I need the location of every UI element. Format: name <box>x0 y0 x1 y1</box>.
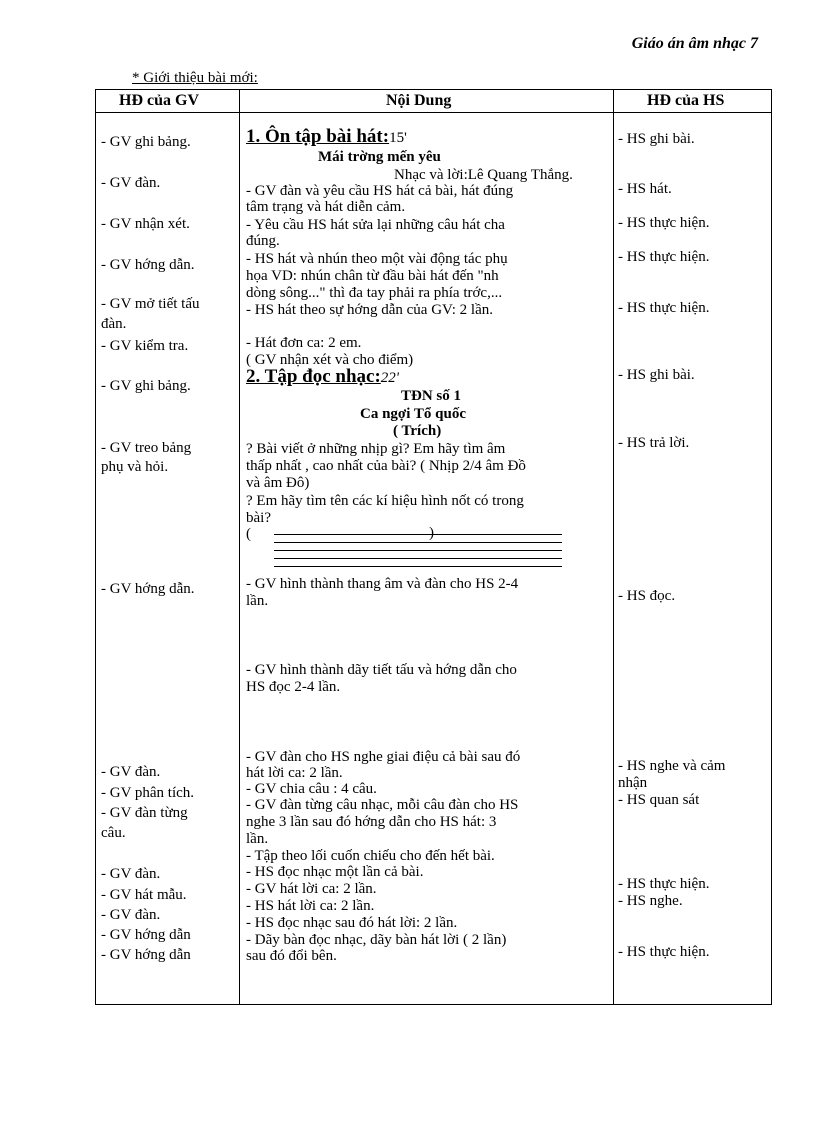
section-2-heading <box>246 366 400 387</box>
lesson-table <box>95 89 772 1005</box>
staff-line <box>274 566 562 567</box>
content-line: - GV đàn từng câu nhạc, mỗi câu đàn cho HS <box>246 797 519 813</box>
gv-activity: - GV đàn. <box>101 866 161 882</box>
content-line: - Hát đơn ca: 2 em. <box>246 335 362 351</box>
content-line: - GV hình thành thang âm và đàn cho HS 2-4 <box>246 576 519 592</box>
hs-activity: - HS nghe và cảm <box>618 758 726 774</box>
gv-activity: đàn. <box>101 316 127 332</box>
content-line: - HS hát theo sự hớng dẫn của GV: 2 lần. <box>246 302 493 318</box>
column-divider <box>613 90 614 1004</box>
content-line: nghe 3 lần sau đó hớng dẫn cho HS hát: 3 <box>246 814 497 830</box>
content-line: họa VD: nhún chân từ đầu bài hát đến "nh <box>246 268 499 284</box>
content-line: - GV đàn và yêu cầu HS hát cả bài, hát đúng <box>246 183 514 199</box>
hs-activity: nhận <box>618 775 648 791</box>
content-line: - Tập theo lối cuốn chiếu cho đến hết bài. <box>246 848 495 864</box>
hs-activity: - HS ghi bài. <box>618 367 695 383</box>
reading-number: TĐN số 1 <box>401 388 462 404</box>
hs-activity: - HS thực hiện. <box>618 876 710 892</box>
content-line: - GV hát lời ca: 2 lần. <box>246 881 377 897</box>
section-1-heading <box>246 126 407 147</box>
content-line: HS đọc 2-4 lần. <box>246 679 341 695</box>
content-line: - GV đàn cho HS nghe giai điệu cả bài sau đó <box>246 749 521 765</box>
content-line: ) <box>429 525 434 541</box>
hs-activity: - HS quan sát <box>618 792 700 808</box>
content-line: - Yêu cầu HS hát sửa lại những câu hát cha <box>246 217 505 233</box>
section-1-time: 15' <box>389 130 407 146</box>
content-line: dòng sông..." thì đa tay phải ra phía trớc,... <box>246 285 503 301</box>
gv-activity: - GV phân tích. <box>101 785 195 801</box>
content-line: - GV hình thành dãy tiết tấu và hớng dẫn cho <box>246 662 517 678</box>
song-title: Mái trờng mến yêu <box>318 149 441 165</box>
hs-activity: - HS thực hiện. <box>618 300 710 316</box>
gv-activity: - GV hớng dẫn <box>101 927 191 943</box>
gv-activity: - GV đàn. <box>101 175 161 191</box>
section-2-title: 2. Tập đọc nhạc: <box>246 366 381 387</box>
content-line: đúng. <box>246 233 280 249</box>
section-1-title: 1. Ôn tập bài hát: <box>246 126 390 147</box>
gv-activity: - GV mở tiết tấu <box>101 296 200 312</box>
column-header-hs: HĐ của HS <box>647 92 725 109</box>
hs-activity: - HS thực hiện. <box>618 249 710 265</box>
intro-heading: * Giới thiệu bài mới: <box>132 70 258 86</box>
staff-line <box>274 534 562 535</box>
gv-activity: - GV hớng dẫn <box>101 947 191 963</box>
hs-activity: - HS đọc. <box>618 588 676 604</box>
hs-activity: - HS trả lời. <box>618 435 690 451</box>
header-row-divider <box>96 112 771 113</box>
content-line: - HS hát và nhún theo một vài động tác phụ <box>246 251 508 267</box>
gv-activity: - GV ghi bảng. <box>101 134 191 150</box>
content-line: bài? <box>246 510 271 526</box>
content-line: tâm trạng và hát diễn cảm. <box>246 199 406 215</box>
gv-activity: - GV kiểm tra. <box>101 338 189 354</box>
column-header-gv: HĐ của GV <box>119 92 199 109</box>
content-line: ? Em hãy tìm tên các kí hiệu hình nốt có trong <box>246 493 524 509</box>
gv-activity: - GV hớng dẫn. <box>101 257 195 273</box>
song-author: Nhạc và lời:Lê Quang Thắng. <box>394 167 573 183</box>
content-line: hát lời ca: 2 lần. <box>246 765 343 781</box>
content-line: ( GV nhận xét và cho điểm) <box>246 352 414 368</box>
content-line: - HS đọc nhạc sau đó hát lời: 2 lần. <box>246 915 458 931</box>
gv-activity: - GV treo bảng <box>101 440 192 456</box>
hs-activity: - HS ghi bài. <box>618 131 695 147</box>
piece-excerpt: ( Trích) <box>393 423 442 439</box>
gv-activity: - GV đàn. <box>101 907 161 923</box>
content-line: ( <box>246 526 251 542</box>
section-2-time: 22' <box>380 370 400 386</box>
gv-activity: - GV hát mẫu. <box>101 887 187 903</box>
staff-line <box>274 558 562 559</box>
piece-title: Ca ngợi Tổ quốc <box>360 406 466 422</box>
gv-activity: - GV đàn. <box>101 764 161 780</box>
content-line: sau đó đổi bên. <box>246 948 337 964</box>
content-line: - HS đọc nhạc một lần cả bài. <box>246 864 424 880</box>
hs-activity: - HS nghe. <box>618 893 683 909</box>
document-header-title: Giáo án âm nhạc 7 <box>631 35 758 52</box>
gv-activity: - GV ghi bảng. <box>101 378 191 394</box>
staff-line <box>274 550 562 551</box>
gv-activity: phụ và hỏi. <box>101 459 169 475</box>
column-divider <box>239 90 240 1004</box>
content-line: ? Bài viết ở những nhịp gì? Em hãy tìm âm <box>246 441 506 457</box>
content-line: thấp nhất , cao nhất của bài? ( Nhịp 2/4 âm Đồ <box>246 458 526 474</box>
hs-activity: - HS thực hiện. <box>618 215 710 231</box>
column-header-content: Nội Dung <box>386 92 452 109</box>
gv-activity: - GV đàn từng <box>101 805 188 821</box>
gv-activity: - GV hớng dẫn. <box>101 581 195 597</box>
content-line: lần. <box>246 593 269 609</box>
content-line: - Dãy bàn đọc nhạc, dãy bàn hát lời ( 2 lần) <box>246 932 507 948</box>
content-line: - HS hát lời ca: 2 lần. <box>246 898 375 914</box>
gv-activity: câu. <box>101 825 126 841</box>
staff-line <box>274 542 562 543</box>
content-line: - GV chia câu : 4 câu. <box>246 781 377 797</box>
content-line: lần. <box>246 831 269 847</box>
content-line: và âm Đô) <box>246 475 310 491</box>
gv-activity: - GV nhận xét. <box>101 216 190 232</box>
hs-activity: - HS hát. <box>618 181 672 197</box>
hs-activity: - HS thực hiện. <box>618 944 710 960</box>
